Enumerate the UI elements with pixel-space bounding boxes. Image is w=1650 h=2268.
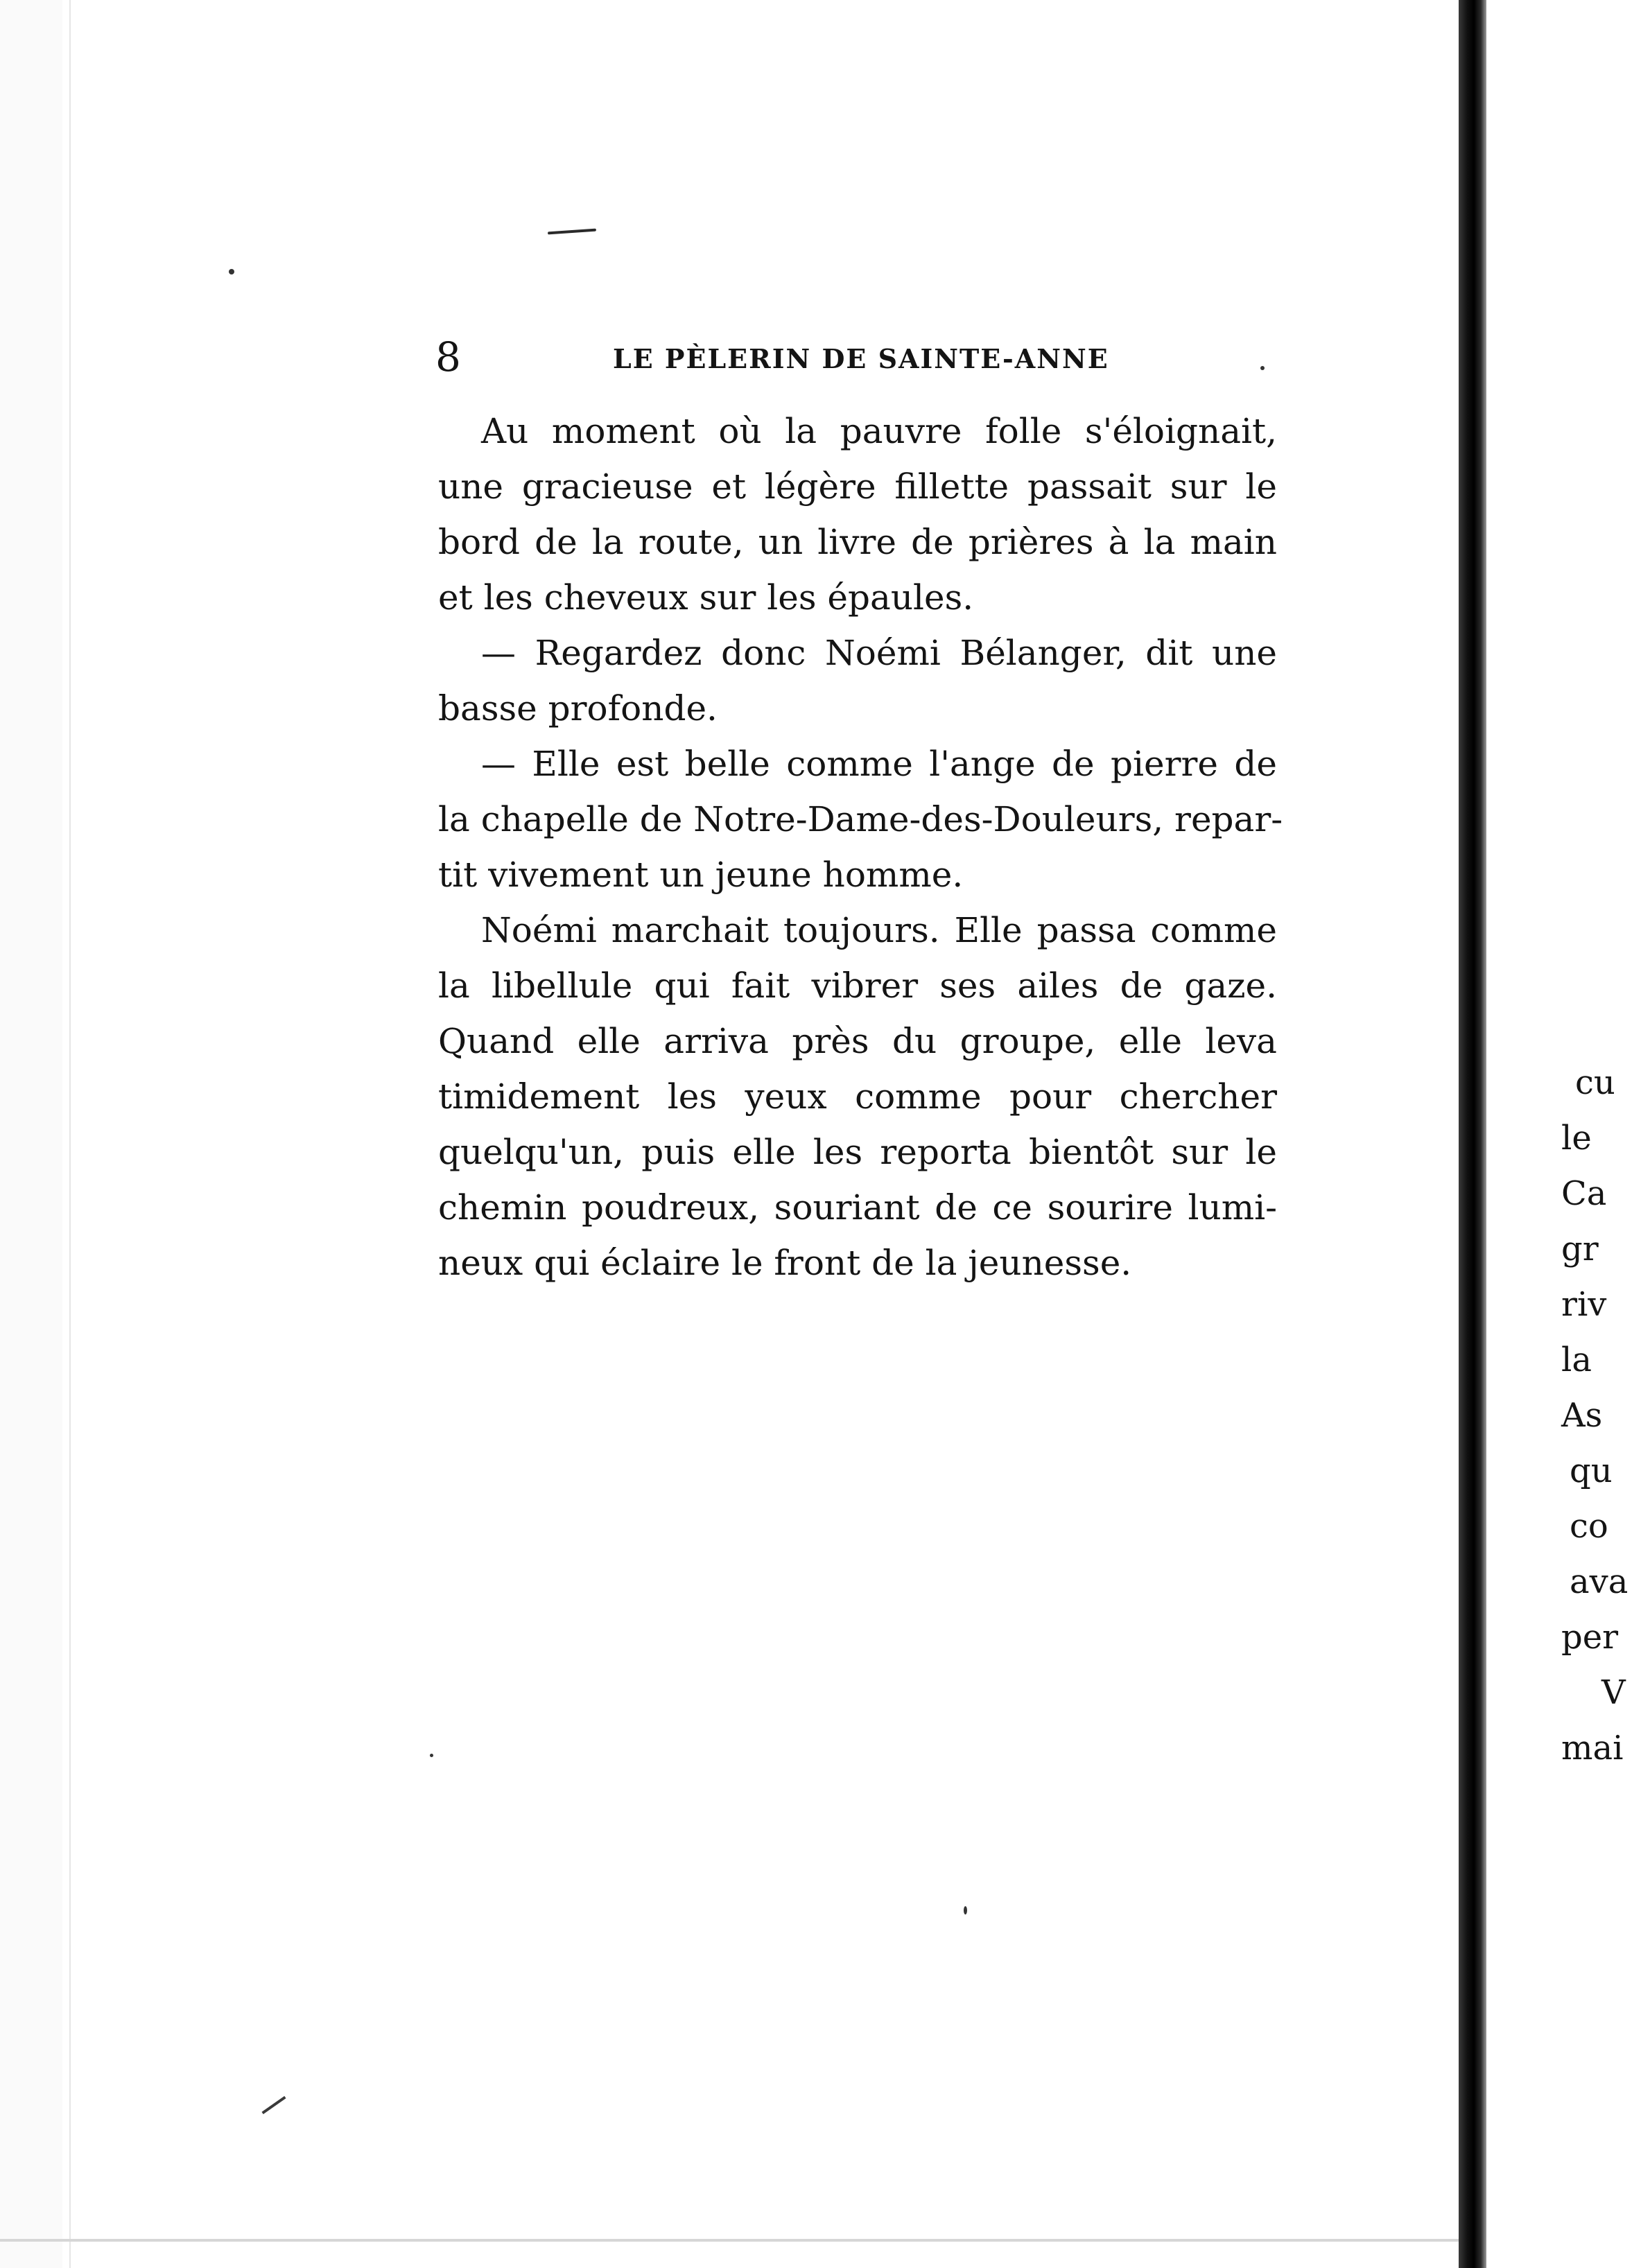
bottom-page-edge bbox=[0, 2239, 1468, 2242]
text-fragment: mai bbox=[1561, 1729, 1624, 1768]
text-fragment: qu bbox=[1570, 1451, 1613, 1490]
page-edge-line bbox=[69, 0, 78, 2268]
text-line: bord de la route, un livre de prières à la main bbox=[438, 522, 1277, 562]
text-fragment: Ca bbox=[1561, 1174, 1607, 1213]
right-page-text bbox=[1561, 1055, 1650, 1776]
text-line: Au moment où la pauvre folle s'éloignait, bbox=[481, 411, 1277, 451]
text-line: Noémi marchait toujours. Elle passa comme bbox=[481, 910, 1277, 950]
text-fragment: per bbox=[1561, 1618, 1619, 1657]
text-line: et les cheveux sur les épaules. bbox=[438, 577, 974, 618]
text-line: tit vivement un jeune homme. bbox=[438, 855, 964, 895]
text-fragment: gr bbox=[1561, 1230, 1599, 1268]
text-line: chemin poudreux, souriant de ce sourire lumi- bbox=[438, 1187, 1277, 1228]
text-line: basse profonde. bbox=[438, 688, 718, 729]
text-line: la chapelle de Notre-Dame-des-Douleurs, repar- bbox=[438, 799, 1283, 839]
speck bbox=[229, 269, 234, 274]
left-page-edge bbox=[0, 0, 66, 2268]
text-fragment: riv bbox=[1561, 1285, 1607, 1324]
running-title: LE PÈLERIN DE SAINTE-ANNE bbox=[613, 343, 1109, 374]
text-line: quelqu'un, puis elle les reporta bientôt sur le bbox=[438, 1132, 1277, 1172]
text-line: neux qui éclaire le front de la jeunesse. bbox=[438, 1243, 1132, 1283]
book-gutter bbox=[1459, 0, 1486, 2268]
text-fragment: le bbox=[1561, 1119, 1592, 1158]
text-line: la libellule qui fait vibrer ses ailes de gaze. bbox=[438, 966, 1277, 1006]
text-line: Quand elle arriva près du groupe, elle leva bbox=[438, 1021, 1277, 1061]
speck bbox=[430, 1754, 433, 1757]
text-fragment: ava bbox=[1570, 1562, 1629, 1601]
text-fragment: co bbox=[1570, 1507, 1608, 1546]
text-fragment: V bbox=[1601, 1673, 1626, 1712]
page-number: 8 bbox=[435, 333, 461, 381]
text-fragment: cu bbox=[1575, 1063, 1615, 1102]
running-head bbox=[435, 333, 1274, 381]
text-line: une gracieuse et légère fillette passait sur le bbox=[438, 466, 1277, 507]
text-line: timidement les yeux comme pour chercher bbox=[438, 1076, 1277, 1117]
text-fragment: As bbox=[1561, 1396, 1603, 1435]
body-text bbox=[438, 403, 1283, 1291]
text-line: — Regardez donc Noémi Bélanger, dit une bbox=[481, 633, 1277, 673]
text-line: — Elle est belle comme l'ange de pierre de bbox=[481, 744, 1277, 784]
speck bbox=[964, 1906, 967, 1914]
text-fragment: la bbox=[1561, 1341, 1592, 1379]
